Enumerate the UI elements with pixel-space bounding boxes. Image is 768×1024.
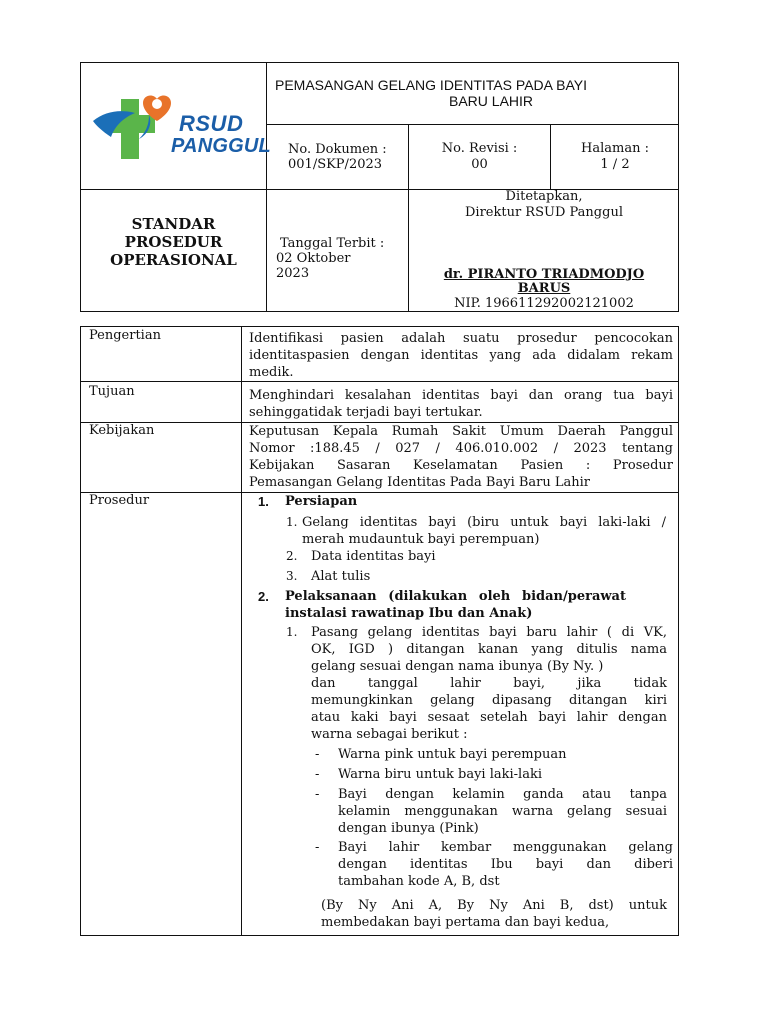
tujuan-line2: sehinggatidak terjadi bayi tertukar. — [249, 405, 483, 420]
director-name-line1: dr. PIRANTO TRIADMODJO — [443, 267, 645, 282]
tail-line1: (By Ny Ani A, By Ny Ani B, dst) untuk — [321, 898, 667, 913]
step2-item1-line3: gelang sesuai dengan nama ibunya (By Ny. ) — [311, 659, 604, 674]
sop-header-table — [80, 62, 679, 312]
logo-text-bottom: PANGGUL — [171, 135, 271, 157]
terbit-label: Tanggal Terbit : — [280, 236, 385, 251]
step2-item1-line4: dan tanggal lahir bayi, jika tidak — [311, 676, 667, 691]
document-title-line1: PEMASANGAN GELANG IDENTITAS PADA BAYI — [275, 77, 587, 93]
pengertian-label: Pengertian — [89, 328, 161, 343]
step1-item1-number: 1. — [286, 515, 298, 529]
kebijakan-line2: Nomor :188.45 / 027 / 406.010.002 / 2023 tentang — [249, 441, 673, 456]
pengertian-line2: identitaspasien dengan identitas yang ada didalam rekam — [249, 348, 673, 363]
step2-title-line1: Pelaksanaan (dilakukan oleh bidan/perawat — [285, 589, 626, 604]
sop-title-line1: STANDAR — [131, 215, 216, 233]
document-title-line2: BARU LAHIR — [449, 93, 534, 109]
halaman-label: Halaman : — [581, 141, 649, 156]
row-divider-3 — [81, 492, 678, 493]
bullet4-line3: tambahan kode A, B, dst — [338, 874, 500, 889]
step1-item3-number: 3. — [286, 569, 298, 583]
header-divider-v1 — [266, 63, 267, 312]
kebijakan-line1: Keputusan Kepala Rumah Sakit Umum Daerah Panggul — [249, 424, 673, 439]
direktur-label: Direktur RSUD Panggul — [465, 205, 623, 220]
director-nip: NIP. 196611292002121002 — [454, 296, 634, 311]
sop-content-table — [80, 326, 679, 936]
pengertian-line3: medik. — [249, 365, 294, 380]
tail-line2: membedakan bayi pertama dan bayi kedua, — [321, 915, 610, 930]
sop-title-line3: OPERASIONAL — [110, 251, 237, 269]
step2-title-line2: instalasi rawatinap Ibu dan Anak) — [285, 606, 533, 621]
revisi-value: 00 — [471, 157, 488, 172]
step2-item1-line2: OK, IGD ) ditangan kanan yang ditulis nama — [311, 642, 667, 657]
prosedur-label: Prosedur — [89, 493, 150, 508]
sop-title — [81, 215, 266, 269]
bullet2-text: Warna biru untuk bayi laki-laki — [338, 767, 542, 782]
bullet4-dash: - — [315, 840, 320, 855]
dokumen-value: 001/SKP/2023 — [288, 157, 383, 172]
step1-item1-line1: Gelang identitas bayi (biru untuk bayi laki-laki / — [302, 515, 666, 530]
tujuan-label: Tujuan — [89, 384, 135, 399]
step1-item1-line2: merah mudauntuk bayi perempuan) — [302, 532, 540, 547]
step2-item1-line5: memungkinkan gelang dipasang ditangan kiri — [311, 693, 667, 708]
kebijakan-line3: Kebijakan Sasaran Keselamatan Pasien : Prosedur — [249, 458, 673, 473]
step2-number: 2. — [258, 589, 269, 604]
step1-item2-number: 2. — [286, 549, 298, 563]
step1-item3: Alat tulis — [311, 569, 371, 584]
logo-text-top: RSUD — [179, 111, 244, 136]
step2-item1-line1: Pasang gelang identitas bayi baru lahir ( di VK, — [311, 625, 667, 640]
bullet3-dash: - — [315, 787, 320, 802]
step1-item2: Data identitas bayi — [311, 549, 436, 564]
row-divider-1 — [81, 381, 678, 382]
kebijakan-label: Kebijakan — [89, 423, 155, 438]
revisi-label: No. Revisi : — [441, 141, 518, 156]
dokumen-label: No. Dokumen : — [288, 142, 387, 157]
bullet1-text: Warna pink untuk bayi perempuan — [338, 747, 567, 762]
terbit-value-line2: 2023 — [276, 266, 310, 281]
bullet1-dash: - — [315, 747, 320, 762]
step2-item1-line7: warna sebagai berikut : — [311, 727, 468, 742]
table-divider-v — [241, 327, 242, 935]
bullet4-line1: Bayi lahir kembar menggunakan gelang — [338, 840, 673, 855]
bullet2-dash: - — [315, 767, 320, 782]
bullet3-line2: kelamin menggunakan warna gelang sesuai — [338, 804, 667, 819]
step1-number: 1. — [258, 494, 269, 509]
pengertian-line1: Identifikasi pasien adalah suatu prosedur pencocokan — [249, 331, 673, 346]
header-divider-h1 — [266, 124, 679, 125]
bullet3-line1: Bayi dengan kelamin ganda atau tanpa — [338, 787, 667, 802]
halaman-value: 1 / 2 — [600, 157, 630, 172]
step1-title: Persiapan — [285, 494, 358, 509]
step2-item1-number: 1. — [286, 625, 298, 639]
director-name-line2: BARUS — [517, 281, 571, 296]
step2-item1-line6: atau kaki bayi sesaat setelah bayi lahir dengan — [311, 710, 667, 725]
terbit-value-line1: 02 Oktober — [276, 251, 351, 266]
sop-title-line2: PROSEDUR — [124, 233, 223, 251]
tujuan-line1: Menghindari kesalahan identitas bayi dan orang tua bayi — [249, 388, 673, 403]
kebijakan-line4: Pemasangan Gelang Identitas Pada Bayi Baru Lahir — [249, 475, 591, 490]
ditetapkan-label: Ditetapkan, — [505, 189, 583, 204]
bullet4-line2: dengan identitas Ibu bayi dan diberi — [338, 857, 673, 872]
bullet3-line3: dengan ibunya (Pink) — [338, 821, 479, 836]
hospital-logo — [91, 81, 271, 171]
